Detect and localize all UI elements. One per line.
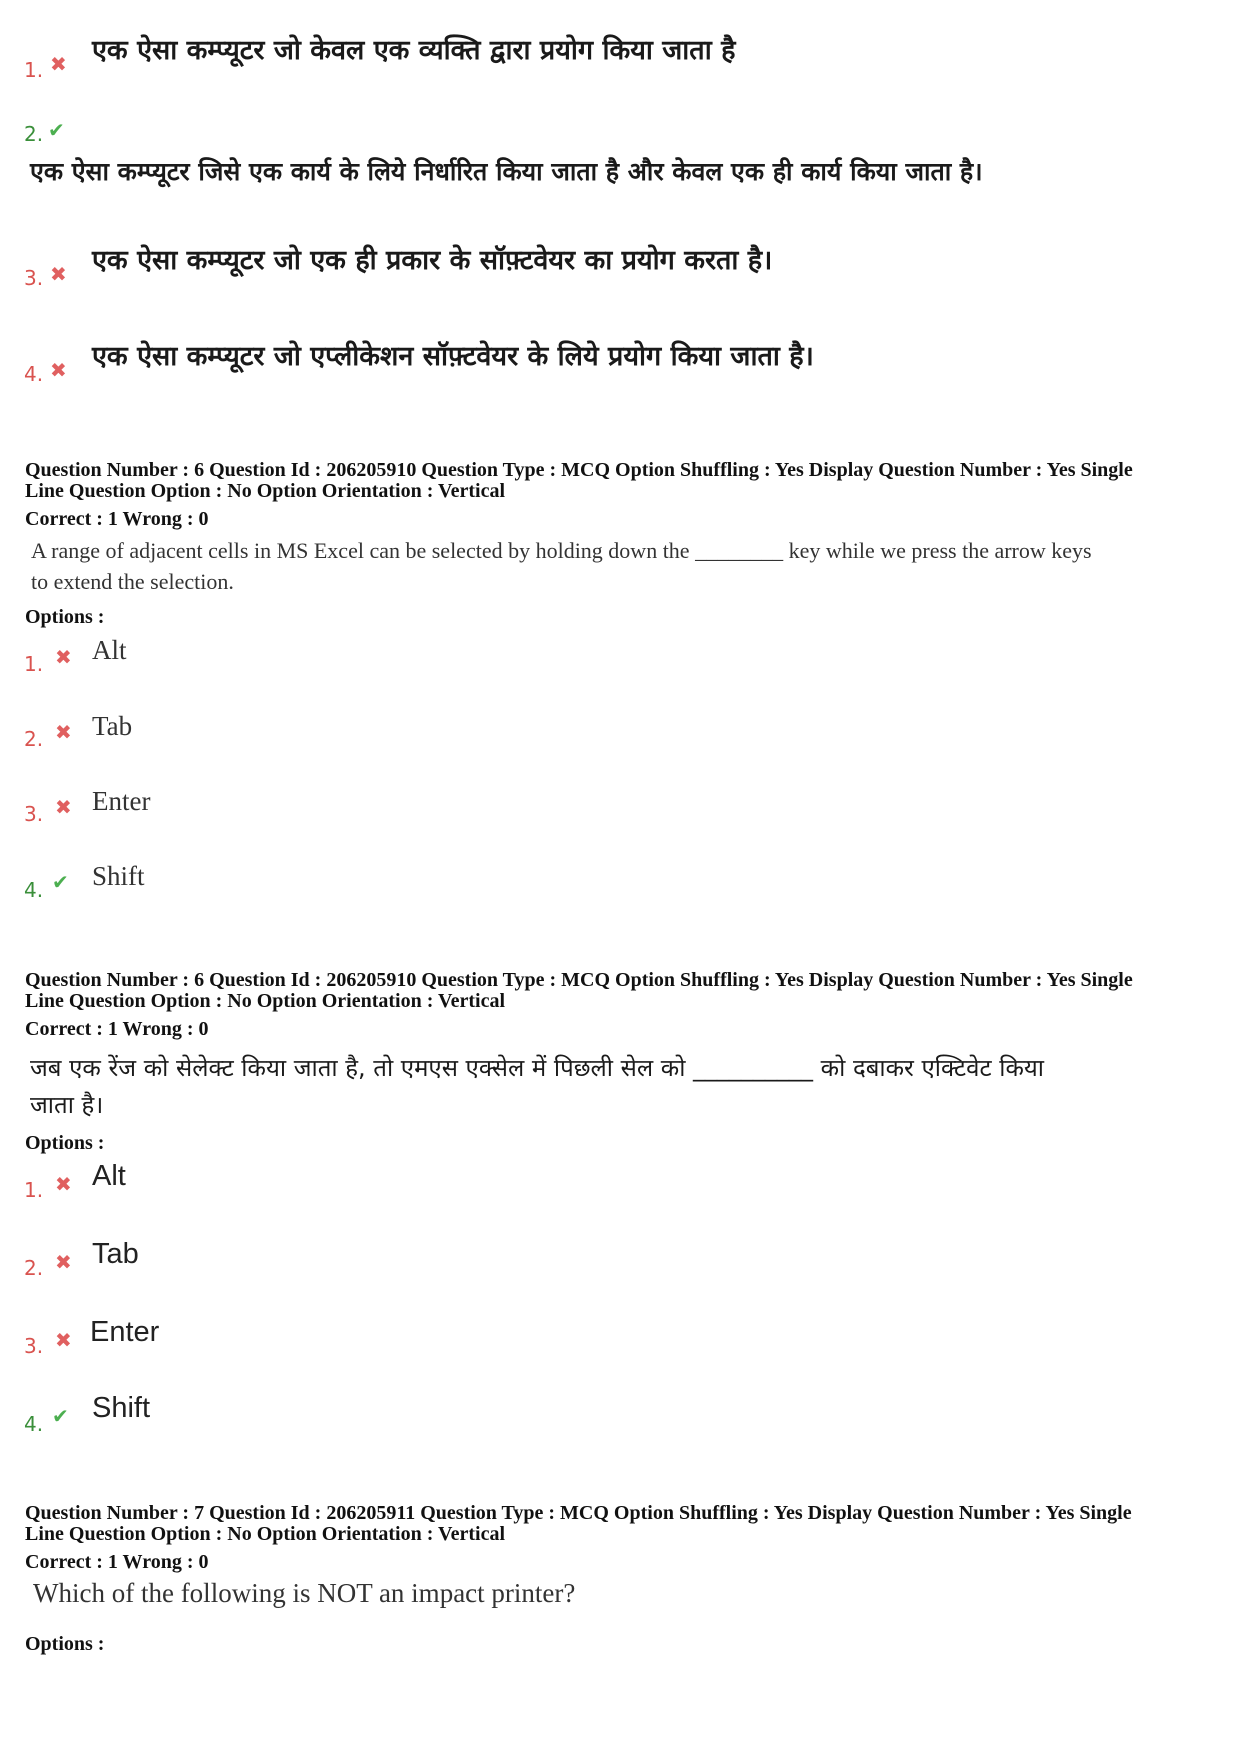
option-text: Tab	[92, 711, 133, 741]
correct-wrong: Correct : 1 Wrong : 0	[25, 1018, 209, 1040]
option-number: 3.	[24, 1334, 44, 1358]
question-text: Which of the following is NOT an impact printer?	[33, 1578, 576, 1608]
option-text: एक ऐसा कम्प्यूटर जो एक ही प्रकार के सॉफ़्टवेयर का प्रयोग करता है।	[92, 245, 773, 276]
option-number: 2.	[24, 727, 44, 751]
option-number: 1.	[24, 652, 44, 676]
correct-wrong: Correct : 1 Wrong : 0	[25, 508, 209, 530]
option-text: एक ऐसा कम्प्यूटर जो एप्लीकेशन सॉफ़्टवेयर के लिये प्रयोग किया जाता है।	[92, 341, 814, 372]
option-number: 1.	[24, 58, 44, 82]
meta-line-1: Question Number : 6 Question Id : 206205910 Question Type : MCQ Option Shuffling : Yes Display Question Number : Yes Single	[25, 969, 1133, 991]
option-text: Alt	[92, 1160, 126, 1192]
question-meta	[25, 970, 1225, 1012]
correct-mark-icon: ✔	[48, 118, 65, 142]
meta-line-2: Line Question Option : No Option Orientation : Vertical	[25, 990, 506, 1012]
options-label: Options :	[25, 1132, 105, 1154]
option-number: 4.	[24, 1412, 44, 1436]
option-number: 1.	[24, 1178, 44, 1202]
option-text: Enter	[92, 786, 151, 816]
correct-wrong: Correct : 1 Wrong : 0	[25, 1551, 209, 1573]
option-number: 4.	[24, 878, 44, 902]
option-text: Shift	[92, 861, 145, 891]
option-text: Enter	[90, 1316, 160, 1348]
wrong-mark-icon: ✖	[50, 262, 67, 286]
question-meta	[25, 460, 1225, 502]
meta-line-2: Line Question Option : No Option Orientation : Vertical	[25, 1523, 506, 1545]
options-label: Options :	[25, 1633, 105, 1655]
correct-mark-icon: ✔	[52, 870, 69, 894]
question-line-2: to extend the selection.	[31, 569, 234, 594]
option-number: 2.	[24, 1256, 44, 1280]
option-text: Tab	[92, 1238, 139, 1270]
question-text	[30, 1050, 1044, 1124]
option-number: 3.	[24, 266, 44, 290]
wrong-mark-icon: ✖	[55, 1328, 72, 1352]
options-label: Options :	[25, 606, 105, 628]
option-number: 2.	[24, 122, 44, 146]
meta-line-1: Question Number : 7 Question Id : 206205911 Question Type : MCQ Option Shuffling : Yes Display Question Number : Yes Single	[25, 1502, 1132, 1524]
meta-line-2: Line Question Option : No Option Orientation : Vertical	[25, 480, 506, 502]
wrong-mark-icon: ✖	[50, 52, 67, 76]
option-text: Alt	[92, 635, 127, 665]
option-text: Shift	[92, 1392, 151, 1424]
option-text: एक ऐसा कम्प्यूटर जिसे एक कार्य के लिये निर्धारित किया जाता है और केवल एक ही कार्य किया जाता है।	[30, 157, 983, 186]
option-text: एक ऐसा कम्प्यूटर जो केवल एक व्यक्ति द्वारा प्रयोग किया जाता है	[92, 35, 736, 66]
question-line-1: जब एक रेंज को सेलेक्ट किया जाता है, तो एमएस एक्सेल में पिछली सेल को __________ को दबाकर एक्टिवेट किया	[30, 1054, 1045, 1082]
wrong-mark-icon: ✖	[50, 358, 67, 382]
wrong-mark-icon: ✖	[55, 1172, 72, 1196]
wrong-mark-icon: ✖	[55, 1250, 72, 1274]
question-line-1: A range of adjacent cells in MS Excel can be selected by holding down the ________ key while we press the arrow keys	[31, 538, 1092, 563]
question-text	[31, 535, 1231, 597]
wrong-mark-icon: ✖	[55, 645, 72, 669]
option-number: 4.	[24, 362, 44, 386]
wrong-mark-icon: ✖	[55, 795, 72, 819]
option-number: 3.	[24, 802, 44, 826]
meta-line-1: Question Number : 6 Question Id : 206205910 Question Type : MCQ Option Shuffling : Yes Display Question Number : Yes Single	[25, 459, 1133, 481]
wrong-mark-icon: ✖	[55, 720, 72, 744]
question-meta	[25, 1503, 1225, 1545]
correct-mark-icon: ✔	[52, 1404, 69, 1428]
question-line-2: जाता है।	[30, 1091, 104, 1119]
